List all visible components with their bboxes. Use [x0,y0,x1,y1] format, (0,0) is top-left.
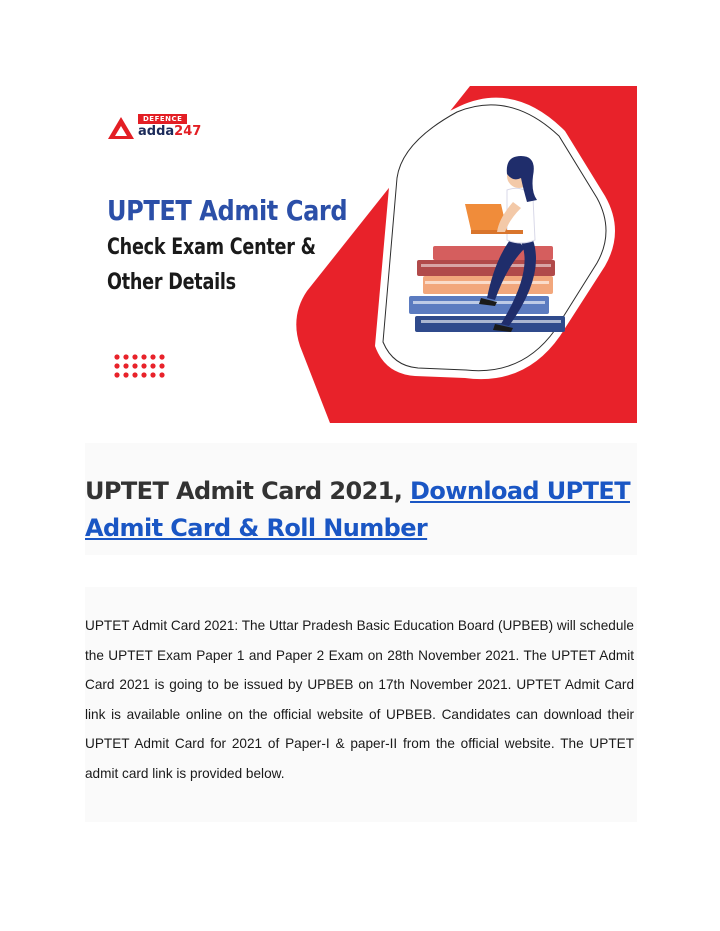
adda247-logo [107,114,202,154]
article-body-section [85,587,637,822]
article-paragraph: UPTET Admit Card 2021: The Uttar Pradesh Basic Education Board (UPBEB) will schedule the UPTET Exam Paper 1 and Paper 2 Exam on 28th November 2021. The UPTET Admit Card 2021 is going to be issued by UPBEB on 17th November 2021. UPTET Admit Card link is available online on the official website of UPBEB. Candidates can download their UPTET Admit Card for 2021 of Paper-I & paper-II from the official website. The UPTET admit card link is provided below. [85,618,634,781]
article-heading-section [85,443,637,555]
logo-triangle-icon [107,116,135,140]
heading-link[interactable]: Download UPTET Admit Card & Roll Number [85,477,630,542]
logo-word: adda [138,124,175,139]
logo-wordmark [138,124,201,139]
banner-subtitle-line2: Other Details [107,270,236,295]
logo-number: 247 [174,124,202,139]
logo-badge: DEFENCE [138,114,187,124]
banner-image [85,86,637,423]
woman-with-laptop-icon [395,148,605,368]
banner-subtitle-line1: Check Exam Center & [107,235,316,260]
banner-title: UPTET Admit Card [107,194,348,227]
article-heading [85,473,637,547]
decorative-dots [113,353,173,379]
heading-text: UPTET Admit Card 2021, [85,477,411,505]
